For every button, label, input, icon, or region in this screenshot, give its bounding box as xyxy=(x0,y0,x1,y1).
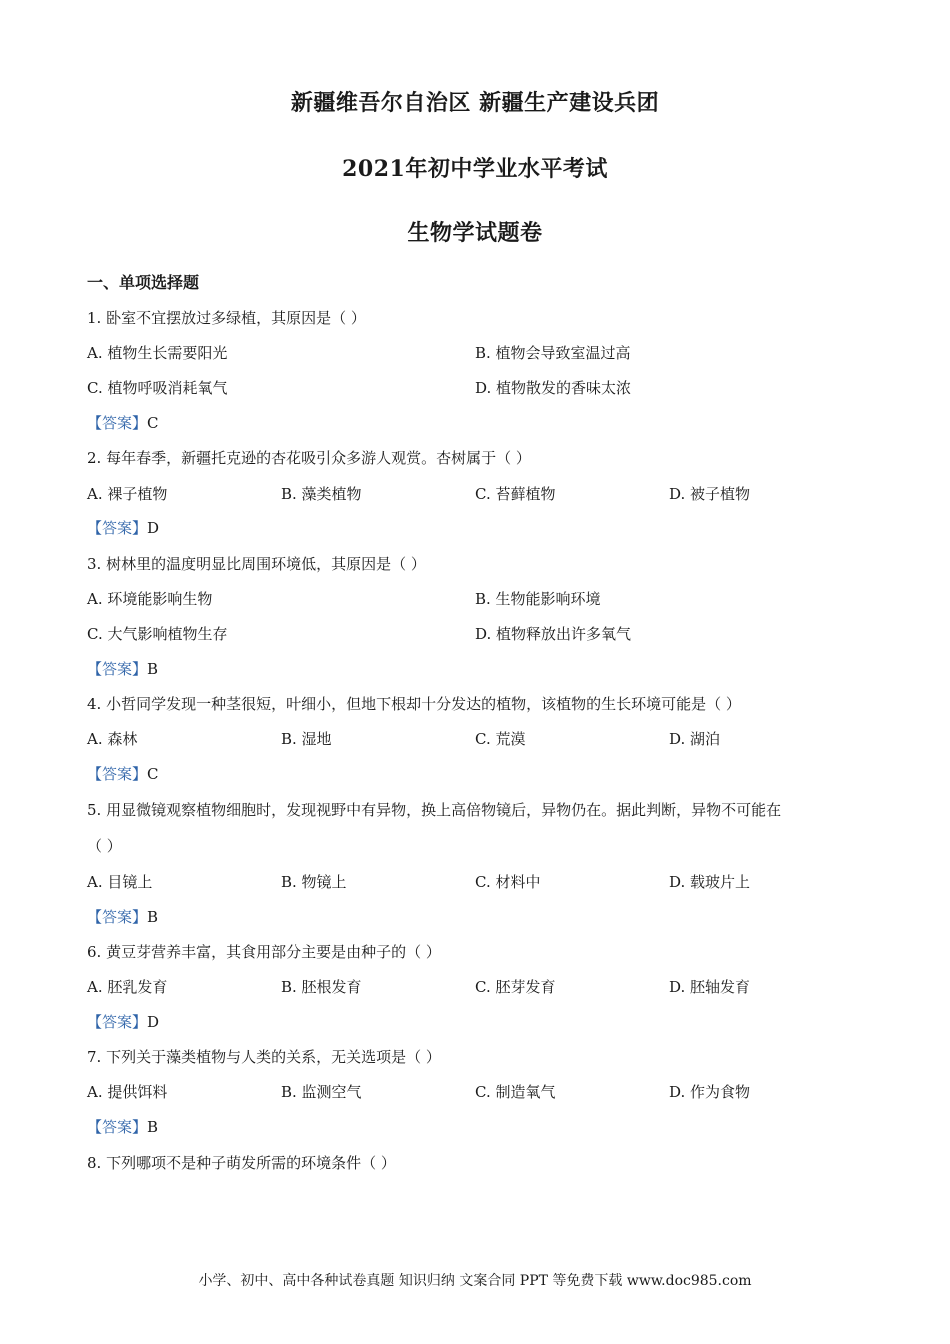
question-stem: 6. 黄豆芽营养丰富，其食用部分主要是由种子的（ ） xyxy=(87,943,441,961)
exam-region-title: 新疆维吾尔自治区 新疆生产建设兵团 xyxy=(290,90,660,116)
answer-value: D xyxy=(147,519,160,537)
answer-value: C xyxy=(147,414,159,432)
option-c: C. 制造氧气 xyxy=(475,1083,556,1101)
option-c: C. 苔藓植物 xyxy=(475,485,556,503)
option-a: A. 提供饵料 xyxy=(87,1083,168,1101)
question-stem: 2. 每年春季，新疆托克逊的杏花吸引众多游人观赏。杏树属于（ ） xyxy=(87,449,531,467)
question-stem: 7. 下列关于藻类植物与人类的关系，无关选项是（ ） xyxy=(87,1048,441,1066)
answer-value: B xyxy=(147,1118,159,1136)
option-b: B. 生物能影响环境 xyxy=(475,590,601,608)
option-c: C. 植物呼吸消耗氧气 xyxy=(87,379,228,397)
option-a: A. 森林 xyxy=(87,730,138,748)
section-title: 一、单项选择题 xyxy=(87,273,200,292)
option-c: C. 荒漠 xyxy=(475,730,526,748)
question-stem: 5. 用显微镜观察植物细胞时，发现视野中有异物，换上高倍物镜后，异物仍在。据此判断，异物不可能在 xyxy=(87,801,782,819)
question-stem: 8. 下列哪项不是种子萌发所需的环境条件（ ） xyxy=(87,1154,396,1172)
answer-tag: 【答案】 xyxy=(87,1013,148,1031)
answer-line xyxy=(87,517,159,538)
answer-tag: 【答案】 xyxy=(87,765,148,783)
option-a: A. 目镜上 xyxy=(87,873,153,891)
question-stem-continued: （ ） xyxy=(87,837,122,855)
answer-tag: 【答案】 xyxy=(87,1118,148,1136)
option-a: A. 环境能影响生物 xyxy=(87,590,213,608)
option-d: D. 湖泊 xyxy=(669,730,721,748)
answer-value: B xyxy=(147,908,159,926)
option-d: D. 作为食物 xyxy=(669,1083,751,1101)
answer-value: B xyxy=(147,660,159,678)
option-d: D. 被子植物 xyxy=(669,485,751,503)
option-d: D. 植物散发的香味太浓 xyxy=(475,379,632,397)
option-b: B. 植物会导致室温过高 xyxy=(475,344,631,362)
option-d: D. 载玻片上 xyxy=(669,873,751,891)
option-c: C. 胚芽发育 xyxy=(475,978,556,996)
option-d: D. 植物释放出许多氧气 xyxy=(475,625,632,643)
option-b: B. 藻类植物 xyxy=(281,485,362,503)
answer-tag: 【答案】 xyxy=(87,660,148,678)
answer-tag: 【答案】 xyxy=(87,414,148,432)
answer-line xyxy=(87,906,158,927)
page-footer: 小学、初中、高中各种试卷真题 知识归纳 文案合同 PPT 等免费下载 www.doc985.com xyxy=(198,1273,752,1289)
question-stem: 3. 树林里的温度明显比周围环境低，其原因是（ ） xyxy=(87,555,426,573)
answer-value: D xyxy=(147,1013,160,1031)
exam-year-title: 2021年初中学业水平考试 xyxy=(342,156,608,182)
option-b: B. 湿地 xyxy=(281,730,332,748)
exam-subject-title: 生物学试题卷 xyxy=(407,220,543,246)
answer-tag: 【答案】 xyxy=(87,519,148,537)
option-b: B. 物镜上 xyxy=(281,873,347,891)
option-c: C. 大气影响植物生存 xyxy=(87,625,228,643)
answer-line xyxy=(87,763,159,784)
option-b: B. 胚根发育 xyxy=(281,978,362,996)
answer-line xyxy=(87,1011,159,1032)
option-a: A. 植物生长需要阳光 xyxy=(87,344,228,362)
option-a: A. 胚乳发育 xyxy=(87,978,168,996)
question-stem: 4. 小哲同学发现一种茎很短，叶细小，但地下根却十分发达的植物，该植物的生长环境可能是（ ） xyxy=(87,695,741,713)
option-c: C. 材料中 xyxy=(475,873,541,891)
answer-line xyxy=(87,1116,158,1137)
answer-line xyxy=(87,658,158,679)
answer-tag: 【答案】 xyxy=(87,908,148,926)
answer-value: C xyxy=(147,765,159,783)
question-stem: 1. 卧室不宜摆放过多绿植，其原因是（ ） xyxy=(87,309,366,327)
answer-line xyxy=(87,412,159,433)
option-b: B. 监测空气 xyxy=(281,1083,362,1101)
option-a: A. 裸子植物 xyxy=(87,485,168,503)
option-d: D. 胚轴发育 xyxy=(669,978,751,996)
